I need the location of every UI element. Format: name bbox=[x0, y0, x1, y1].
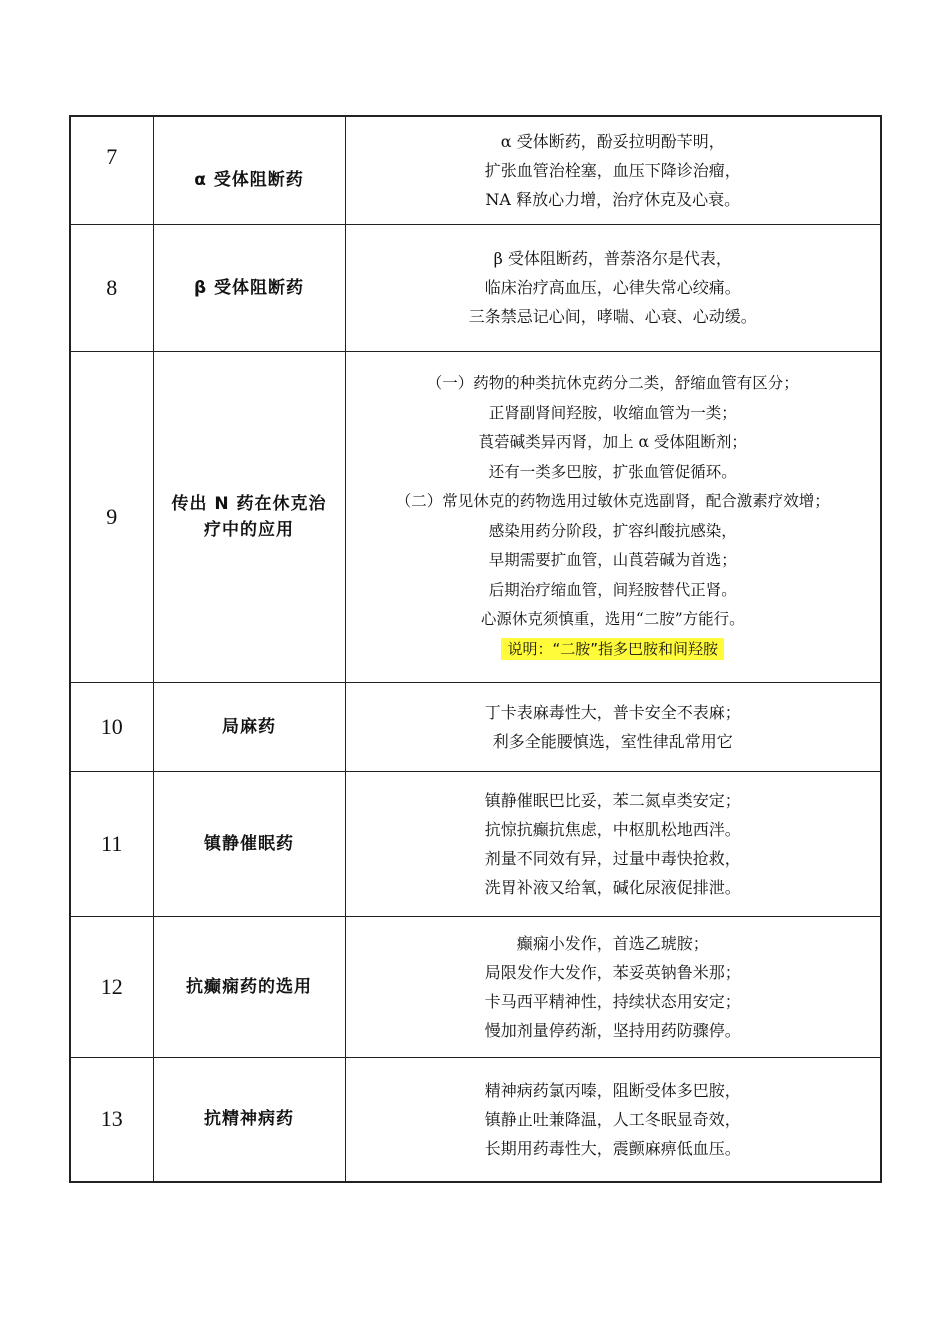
highlighted-note: 说明：“二胺”指多巴胺和间羟胺 bbox=[501, 638, 724, 660]
mnemonic-line: 癫痫小发作，首选乙琥胺； bbox=[516, 933, 709, 953]
mnemonic-line: β 受体阻断药，普萘洛尔是代表， bbox=[493, 249, 732, 268]
mnemonic-line: 三条禁忌记心间，哮喘、心衰、心动缓。 bbox=[468, 307, 757, 326]
mnemonic-line: 正肾副肾间羟胺，收缩血管为一类； bbox=[488, 403, 737, 422]
mnemonic-line: 利多全能腰慎选，室性律乱常用它 bbox=[492, 731, 733, 751]
mnemonic-line: 局限发作大发作，苯妥英钠鲁米那； bbox=[484, 962, 741, 982]
mnemonic-text bbox=[345, 682, 881, 771]
table-row bbox=[70, 1057, 881, 1182]
mnemonic-line: 早期需要扩血管，山莨菪碱为首选； bbox=[488, 551, 737, 569]
row-number: 13 bbox=[70, 1057, 153, 1182]
mnemonic-line: NA 释放心力增，治疗休克及心衰。 bbox=[485, 189, 741, 209]
mnemonic-line: 莨菪碱类异丙肾，加上 α 受体阻断剂； bbox=[478, 433, 747, 451]
mnemonic-text bbox=[345, 916, 881, 1057]
mnemonic-line: α 受体断药，酚妥拉明酚苄明， bbox=[500, 131, 725, 151]
mnemonic-line: 精神病药氯丙嗪，阻断受体多巴胺， bbox=[484, 1080, 741, 1100]
row-number: 9 bbox=[70, 351, 153, 682]
mnemonic-line: 镇静止吐兼降温，人工冬眠显奇效， bbox=[484, 1109, 741, 1129]
mnemonic-line: （二）常见休克的药物选用过敏休克选副肾，配合激素疗效增； bbox=[395, 492, 830, 510]
mnemonic-line: 心源休克须慎重，选用“二胺”方能行。 bbox=[480, 610, 745, 628]
row-number: 8 bbox=[70, 224, 153, 351]
mnemonic-text bbox=[345, 1057, 881, 1182]
drug-category: 镇静催眠药 bbox=[153, 771, 345, 916]
mnemonic-line: 丁卡表麻毒性大，普卡安全不表麻； bbox=[484, 702, 741, 722]
mnemonic-line: 抗惊抗癫抗焦虑，中枢肌松地西泮。 bbox=[484, 819, 741, 839]
mnemonic-line: （一）药物的种类抗休克药分二类，舒缩血管有区分； bbox=[426, 374, 799, 392]
mnemonic-text bbox=[345, 351, 881, 682]
mnemonic-line: 镇静催眠巴比妥，苯二氮卓类安定； bbox=[484, 790, 741, 810]
mnemonic-line: 剂量不同效有异，过量中毒快抢救， bbox=[484, 848, 741, 868]
mnemonic-text bbox=[345, 116, 881, 224]
table-row bbox=[70, 682, 881, 771]
drug-category: 抗精神病药 bbox=[153, 1057, 345, 1182]
drug-category: 局麻药 bbox=[153, 682, 345, 771]
row-number: 7 bbox=[70, 116, 153, 224]
row-number: 12 bbox=[70, 916, 153, 1057]
mnemonic-line: 慢加剂量停药渐，坚持用药防骤停。 bbox=[484, 1020, 741, 1040]
mnemonic-line: 感染用药分阶段，扩容纠酸抗感染， bbox=[488, 521, 737, 540]
mnemonic-line: 洗胃补液又给氧，碱化尿液促排泄。 bbox=[484, 877, 741, 897]
mnemonic-line: 长期用药毒性大，震颤麻痹低血压。 bbox=[484, 1138, 741, 1158]
drug-category-line: 传出 N 药在休克治 bbox=[171, 493, 327, 514]
mnemonic-line: 卡马西平精神性，持续状态用安定； bbox=[484, 991, 741, 1011]
table-row bbox=[70, 916, 881, 1057]
table-row bbox=[70, 116, 881, 224]
drug-category-line: 疗中的应用 bbox=[204, 519, 294, 540]
mnemonic-line: 扩张血管治栓塞，血压下降诊治瘤， bbox=[484, 160, 741, 180]
drug-category: α 受体阻断药 bbox=[153, 116, 345, 224]
mnemonic-line: 临床治疗高血压，心律失常心绞痛。 bbox=[484, 278, 741, 297]
table-row bbox=[70, 351, 881, 682]
mnemonic-text bbox=[345, 771, 881, 916]
row-number: 10 bbox=[70, 682, 153, 771]
mnemonic-line: 后期治疗缩血管，间羟胺替代正肾。 bbox=[488, 580, 737, 599]
mnemonic-table bbox=[69, 115, 882, 1183]
table-row bbox=[70, 224, 881, 351]
row-number: 11 bbox=[70, 771, 153, 916]
drug-category bbox=[153, 351, 345, 682]
mnemonic-text bbox=[345, 224, 881, 351]
mnemonic-line: 还有一类多巴胺，扩张血管促循环。 bbox=[488, 462, 737, 481]
drug-category: β 受体阻断药 bbox=[153, 224, 345, 351]
drug-category: 抗癫痫药的选用 bbox=[153, 916, 345, 1057]
table-row bbox=[70, 771, 881, 916]
